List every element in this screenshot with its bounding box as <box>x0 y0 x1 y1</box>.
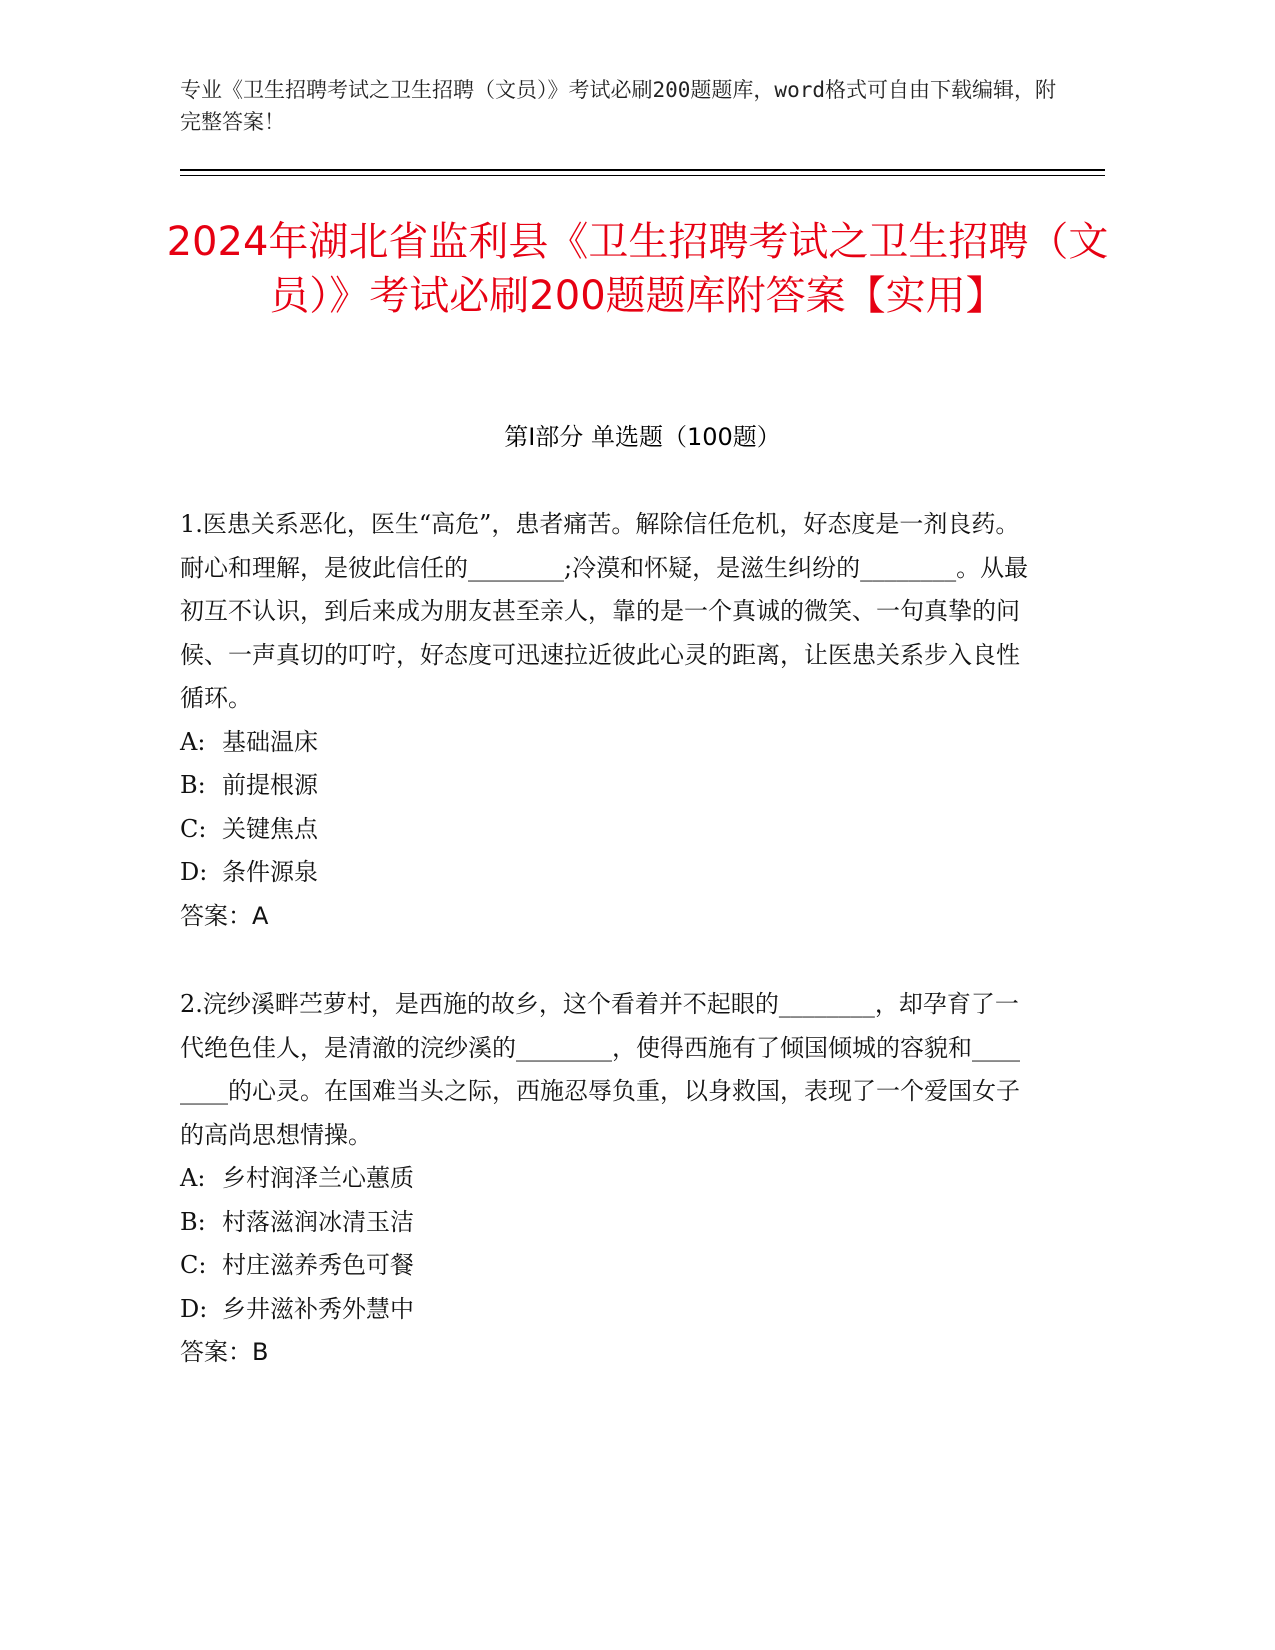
option-d <box>180 1288 1030 1332</box>
option-text: 乡村润泽兰心蕙质 <box>222 1164 414 1192</box>
option-b <box>180 764 1030 808</box>
option-letter: A: <box>180 1164 206 1192</box>
question-2 <box>180 983 1030 1375</box>
option-letter: D: <box>180 1294 208 1323</box>
question-1 <box>180 503 1030 938</box>
document-title: 2024年湖北省监利县《卫生招聘考试之卫生招聘（文员）》考试必刷200题题库附答案【实用】 <box>166 219 1109 319</box>
option-text: 乡井滋补秀外慧中 <box>222 1294 414 1323</box>
option-letter: B: <box>180 771 206 799</box>
option-text: 村庄滋养秀色可餐 <box>222 1251 414 1279</box>
section-heading: 第I部分 单选题（100题） <box>504 423 781 451</box>
option-letter: B: <box>180 1207 206 1236</box>
option-text: 村落滋润冰清玉洁 <box>222 1207 414 1236</box>
option-letter: C: <box>180 814 207 843</box>
header-note: 专业《卫生招聘考试之卫生招聘（文员）》考试必刷200题题库，word格式可自由下载编辑，附完整答案！ <box>180 78 1056 134</box>
option-b <box>180 1201 1030 1245</box>
question-stem: 1.医患关系恶化，医生“高危”，患者痛苦。解除信任危机，好态度是一剂良药。耐心和理解，是彼此信任的________;冷漠和怀疑，是滋生纠纷的________。从最初互不认识，到后来成为朋友甚至亲人，靠的是一个真诚的微笑、一句真挚的问候、一声真切的叮咛，好态度可迅速拉近彼此心灵的距离，让医患关系步入良性循环。 <box>180 510 1029 712</box>
option-letter: C: <box>180 1251 207 1279</box>
header-divider-thin <box>180 175 1105 176</box>
option-text: 关键焦点 <box>222 814 318 843</box>
option-c <box>180 808 1030 852</box>
answer-line: 答案：B <box>180 1338 269 1366</box>
option-a <box>180 1157 1030 1201</box>
option-letter: A: <box>180 727 206 756</box>
option-c <box>180 1244 1030 1288</box>
question-stem: 2.浣纱溪畔苎萝村，是西施的故乡，这个看着并不起眼的________，却孕育了一代绝色佳人，是清澈的浣纱溪的________，使得西施有了倾国倾城的容貌和________的心灵。在国难当头之际，西施忍辱负重，以身救国，表现了一个爱国女子的高尚思想情操。 <box>180 990 1020 1149</box>
answer-line: 答案：A <box>180 901 269 930</box>
option-text: 基础温床 <box>222 727 318 756</box>
option-d <box>180 851 1030 895</box>
option-text: 条件源泉 <box>222 858 318 886</box>
header-divider-thick <box>180 169 1105 171</box>
option-text: 前提根源 <box>222 771 318 799</box>
option-a <box>180 721 1030 765</box>
option-letter: D: <box>180 858 208 886</box>
